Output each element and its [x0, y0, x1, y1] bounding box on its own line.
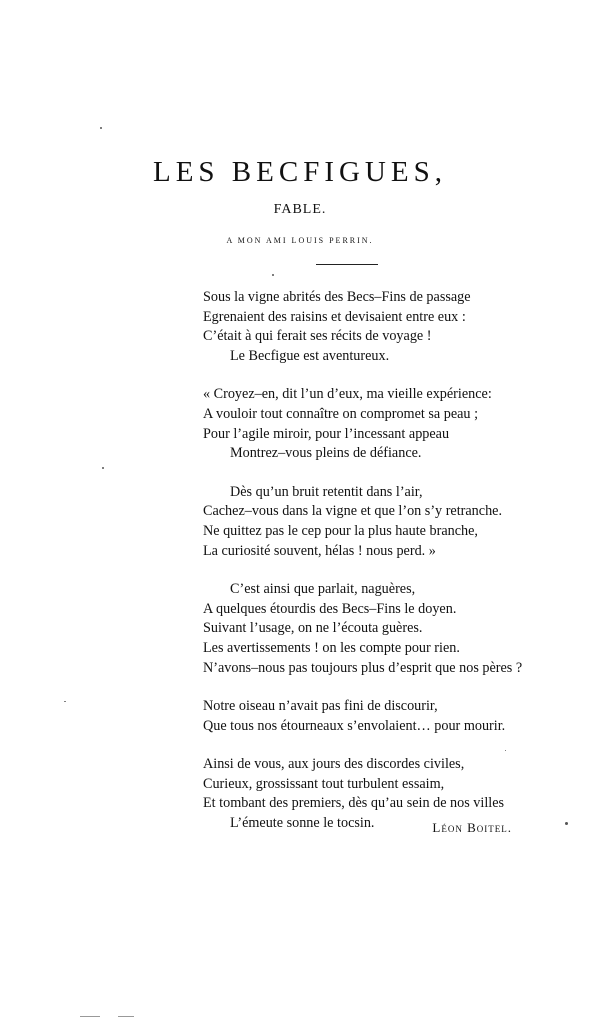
- stanza: [203, 580, 533, 678]
- poem-line: Notre oiseau n’avait pas fini de discourir,: [203, 698, 438, 715]
- footer-mark: [80, 1016, 100, 1017]
- poem-title: LES BECFIGUES,: [153, 156, 447, 188]
- dedication: A MON AMI LOUIS PERRIN.: [226, 236, 374, 245]
- stanza: [203, 483, 533, 561]
- poem-line: L’émeute sonne le tocsin.: [230, 815, 375, 832]
- poem-line: Montrez–vous pleins de défiance.: [230, 445, 422, 462]
- title-rule: [316, 264, 378, 265]
- poem-line: C’est ainsi que parlait, naguères,: [230, 581, 416, 598]
- poem-line: « Croyez–en, dit l’un d’eux, ma vieille expérience:: [203, 386, 492, 403]
- paper-speck: [102, 467, 104, 469]
- paper-speck: [64, 701, 66, 702]
- poem-line: Cachez–vous dans la vigne et que l’on s’y retranche.: [203, 503, 503, 520]
- poem-line: Curieux, grossissant tout turbulent essaim,: [203, 775, 445, 792]
- stanza: [203, 697, 533, 736]
- poem-line: A quelques étourdis des Becs–Fins le doyen.: [203, 600, 457, 617]
- poem-line: Et tombant des premiers, dès qu’au sein de nos villes: [203, 795, 505, 812]
- poem-line: La curiosité souvent, hélas ! nous perd. »: [203, 542, 436, 559]
- poem-line: C’était à qui ferait ses récits de voyage !: [203, 328, 432, 345]
- paper-speck: [565, 822, 568, 825]
- footer-mark: [118, 1016, 134, 1017]
- poem-line: Sous la vigne abrités des Becs–Fins de passage: [203, 289, 471, 305]
- poem-line: A vouloir tout connaître on compromet sa peau ;: [203, 405, 479, 422]
- poem-line: Dès qu’un bruit retentit dans l’air,: [230, 483, 423, 500]
- poem-body: [203, 288, 533, 853]
- poem-line: N’avons–nous pas toujours plus d’esprit que nos pères ?: [203, 659, 523, 676]
- poem-line: Ainsi de vous, aux jours des discordes civiles,: [203, 756, 465, 773]
- poem-line: Suivant l’usage, on ne l’écouta guères.: [203, 620, 423, 637]
- poem-line: Egrenaient des raisins et devisaient entre eux :: [203, 308, 466, 325]
- poem-line: Ne quittez pas le cep pour la plus haute branche,: [203, 522, 478, 539]
- paper-speck: [272, 274, 274, 276]
- poem-line: Pour l’agile miroir, pour l’incessant appeau: [203, 425, 450, 442]
- poem-line: Le Becfigue est aventureux.: [230, 347, 390, 364]
- author-signature: Léon Boitel.: [432, 820, 512, 835]
- poem-line: Les avertissements ! on les compte pour rien.: [203, 639, 460, 656]
- poem-line: Que tous nos étourneaux s’envolaient… pour mourir.: [203, 717, 506, 734]
- paper-speck: [100, 127, 102, 129]
- stanza: [203, 385, 533, 463]
- poem-subtitle: FABLE.: [273, 202, 327, 217]
- stanza: [203, 288, 533, 366]
- paper-speck: [505, 750, 506, 751]
